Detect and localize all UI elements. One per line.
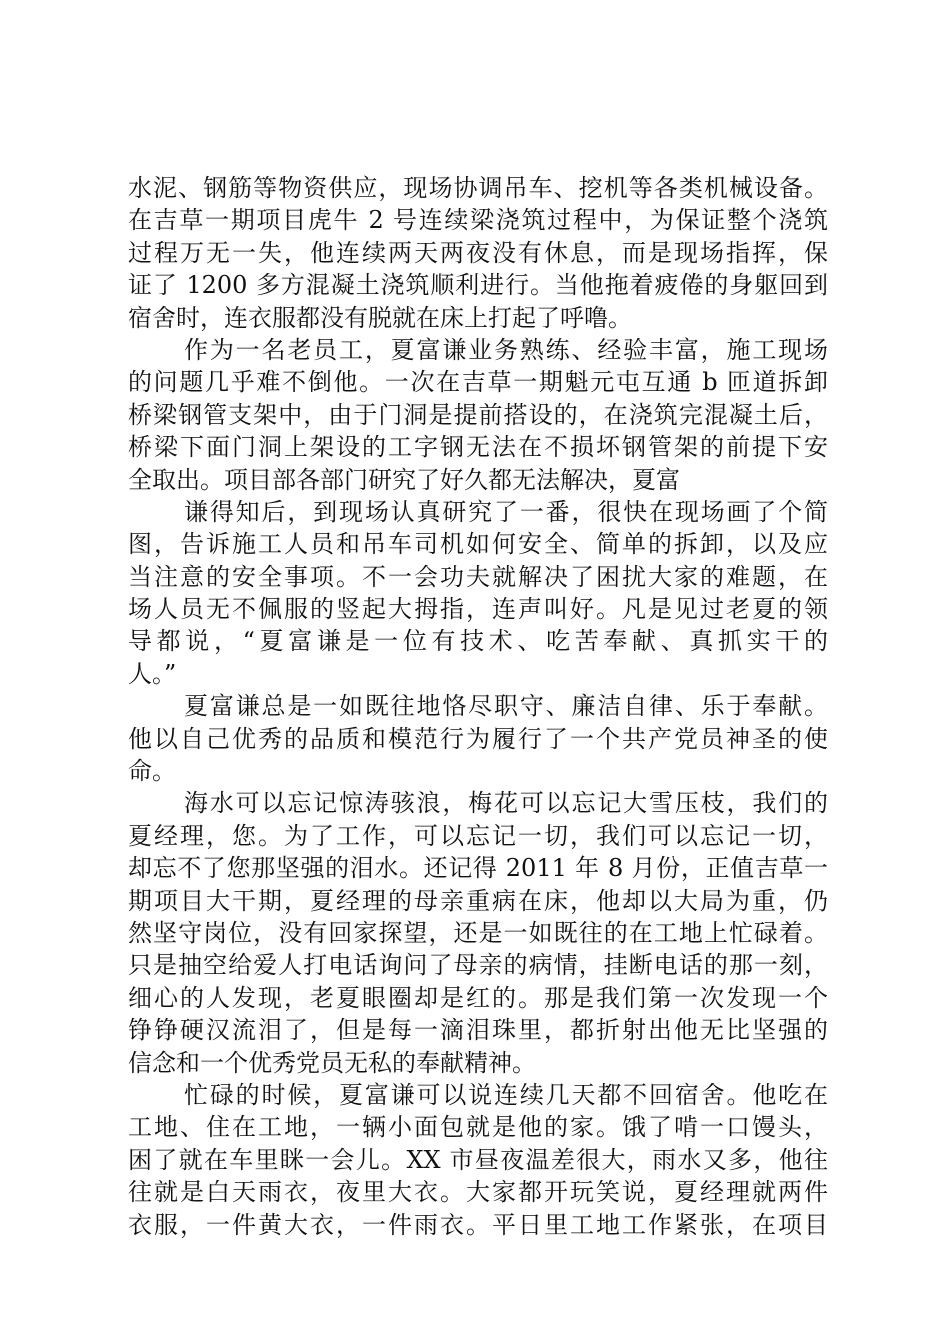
text-line: 证了 1200 多方混凝土浇筑顺利进行。当他拖着疲倦的身躯回到 [128,271,828,300]
text-line: 过程万无一失，他连续两天两夜没有休息，而是现场指挥，保 [128,238,828,267]
text-line: 人。” [128,659,177,688]
text-line: 忙碌的时候，夏富谦可以说连续几天都不回宿舍。他吃在 [184,1080,828,1109]
text-line: 细心的人发现，老夏眼圈却是红的。那是我们第一次发现一个 [128,983,828,1012]
text-line: 信念和一个优秀党员无私的奉献精神。 [128,1048,536,1077]
text-line: 在吉草一期项目虎牛 2 号连续梁浇筑过程中，为保证整个浇筑 [128,206,828,235]
text-line: 困了就在车里眯一会儿。XX 市昼夜温差很大，雨水又多，他往 [128,1145,828,1174]
text-line: 当注意的安全事项。不一会功夫就解决了困扰大家的难题，在 [128,562,828,591]
text-line: 他以自己优秀的品质和模范行为履行了一个共产党员神圣的使 [128,724,828,753]
text-line: 只是抽空给爱人打电话询问了母亲的病情，挂断电话的那一刻， [128,951,828,980]
text-line: 命。 [128,757,176,786]
text-line: 桥梁下面门洞上架设的工字钢无法在不损坏钢管架的前提下安 [128,433,828,462]
text-line: 夏经理，您。为了工作，可以忘记一切，我们可以忘记一切， [128,821,828,850]
text-line: 工地、住在工地，一辆小面包就是他的家。饿了啃一口馒头， [128,1113,828,1142]
document-body [128,172,828,1241]
text-line: 衣服，一件黄大衣，一件雨衣。平日里工地工作紧张，在项目 [128,1210,828,1239]
text-line: 谦得知后，到现场认真研究了一番，很快在现场画了个简 [184,497,828,526]
text-line: 导都说，“夏富谦是一位有技术、吃苦奉献、真抓实干的 [128,627,828,656]
text-line: 的问题几乎难不倒他。一次在吉草一期魁元屯互通 b 匝道拆卸 [128,368,828,397]
text-line: 往就是白天雨衣，夜里大衣。大家都开玩笑说，夏经理就两件 [128,1178,828,1207]
text-line: 夏富谦总是一如既往地恪尽职守、廉洁自律、乐于奉献。 [184,692,828,721]
text-line: 铮铮硬汉流泪了，但是每一滴泪珠里，都折射出他无比坚强的 [128,1016,828,1045]
text-line: 却忘不了您那坚强的泪水。还记得 2011 年 8 月份，正值吉草一 [128,854,828,883]
text-line: 作为一名老员工，夏富谦业务熟练、经验丰富，施工现场 [184,335,828,364]
text-line: 期项目大干期，夏经理的母亲重病在床，他却以大局为重，仍 [128,886,828,915]
text-line: 场人员无不佩服的竖起大拇指，连声叫好。凡是见过老夏的领 [128,595,828,624]
text-line: 全取出。项目部各部门研究了好久都无法解决，夏富 [128,465,680,494]
text-line: 水泥、钢筋等物资供应，现场协调吊车、挖机等各类机械设备。 [128,174,828,202]
text-line: 海水可以忘记惊涛骇浪，梅花可以忘记大雪压枝，我们的 [184,789,828,818]
text-line: 然坚守岗位，没有回家探望，还是一如既往的在工地上忙碌着。 [128,918,828,947]
text-line: 宿舍时，连衣服都没有脱就在床上打起了呼噜。 [128,303,632,332]
text-line: 图，告诉施工人员和吊车司机如何安全、简单的拆卸，以及应 [128,530,828,559]
text-line: 桥梁钢管支架中，由于门洞是提前搭设的，在浇筑完混凝土后， [128,400,828,429]
